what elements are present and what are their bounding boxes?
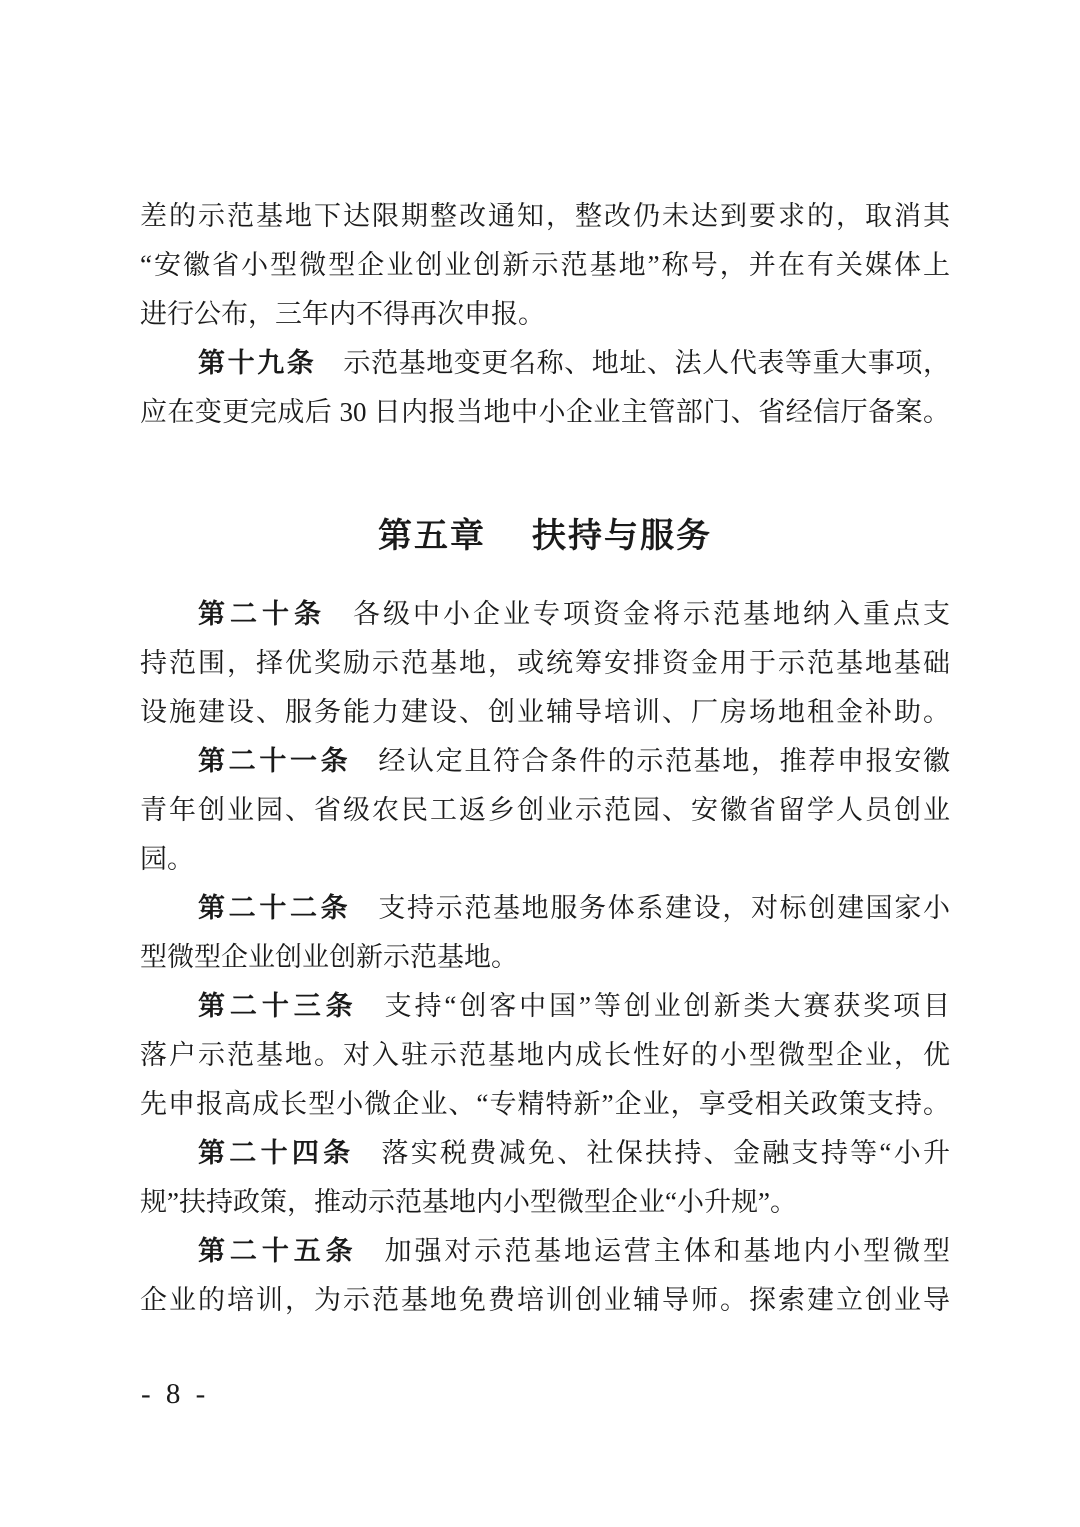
text-line (140, 1031, 950, 1080)
article-25-start-line (198, 1227, 950, 1276)
chapter-number: 第五章 (378, 517, 486, 555)
text-line (140, 688, 950, 737)
line-text: 支持“创客中国”等创业创新类大赛获奖项目 (384, 991, 951, 1021)
chapter-heading (140, 512, 950, 561)
document-body (140, 192, 950, 1325)
article-number: 第二十五条 (198, 1236, 358, 1266)
text-line (140, 933, 950, 982)
article-22-start-line (198, 884, 950, 933)
article-20-start-line (198, 590, 950, 639)
line-text: 青年创业园、省级农民工返乡创业示范园、安徽省留学人员创业 (140, 795, 950, 825)
article-24-start-line (198, 1129, 950, 1178)
article-number: 第二十二条 (198, 893, 352, 923)
line-text: 落户示范基地。对入驻示范基地内成长性好的小型微型企业，优 (140, 1040, 950, 1070)
text-line (140, 192, 950, 241)
article-number: 第二十四条 (198, 1138, 355, 1168)
article-21-start-line (198, 737, 950, 786)
text-line (140, 639, 950, 688)
text-line (140, 1276, 950, 1325)
line-text: 先申报高成长型小微企业、“专精特新”企业，享受相关政策支持。 (140, 1089, 950, 1119)
page-number: - 8 - (141, 1378, 206, 1410)
text-line (140, 786, 950, 835)
line-text: 示范基地变更名称、地址、法人代表等重大事项， (343, 348, 951, 378)
line-text: 规”扶持政策，推动示范基地内小型微型企业“小升规”。 (140, 1187, 797, 1217)
text-line (140, 1178, 950, 1227)
article-number: 第二十一条 (198, 746, 352, 776)
text-line (140, 290, 950, 339)
line-text: 持范围，择优奖励示范基地，或统筹安排资金用于示范基地基础 (140, 648, 950, 678)
line-text: 差的示范基地下达限期整改通知，整改仍未达到要求的，取消其 (140, 201, 950, 231)
line-text: 型微型企业创业创新示范基地。 (140, 942, 518, 972)
text-line (140, 241, 950, 290)
text-line (140, 388, 950, 437)
line-text: 应在变更完成后 30 日内报当地中小企业主管部门、省经信厅备案。 (140, 397, 950, 427)
line-text: 支持示范基地服务体系建设，对标创建国家小 (378, 893, 951, 923)
article-number: 第二十条 (198, 599, 326, 629)
text-line (140, 835, 950, 884)
line-text: 加强对示范基地运营主体和基地内小型微型 (384, 1236, 951, 1266)
article-23-start-line (198, 982, 950, 1031)
line-text: 各级中小企业专项资金将示范基地纳入重点支 (353, 599, 950, 629)
text-line (140, 1080, 950, 1129)
line-text: 企业的培训，为示范基地免费培训创业辅导师。探索建立创业导 (140, 1285, 950, 1315)
line-text: 园。 (140, 844, 194, 874)
line-text: 进行公布，三年内不得再次申报。 (140, 299, 545, 329)
chapter-title: 扶持与服务 (532, 517, 712, 555)
article-19-start-line (198, 339, 950, 388)
line-text: 设施建设、服务能力建设、创业辅导培训、厂房场地租金补助。 (140, 697, 950, 727)
line-text: 经认定且符合条件的示范基地，推荐申报安徽 (378, 746, 951, 776)
line-text: “安徽省小型微型企业创业创新示范基地”称号，并在有关媒体上 (140, 250, 950, 280)
line-text: 落实税费减免、社保扶持、金融支持等“小升 (381, 1138, 951, 1168)
article-number: 第二十三条 (198, 991, 358, 1021)
article-number: 第十九条 (198, 348, 317, 378)
